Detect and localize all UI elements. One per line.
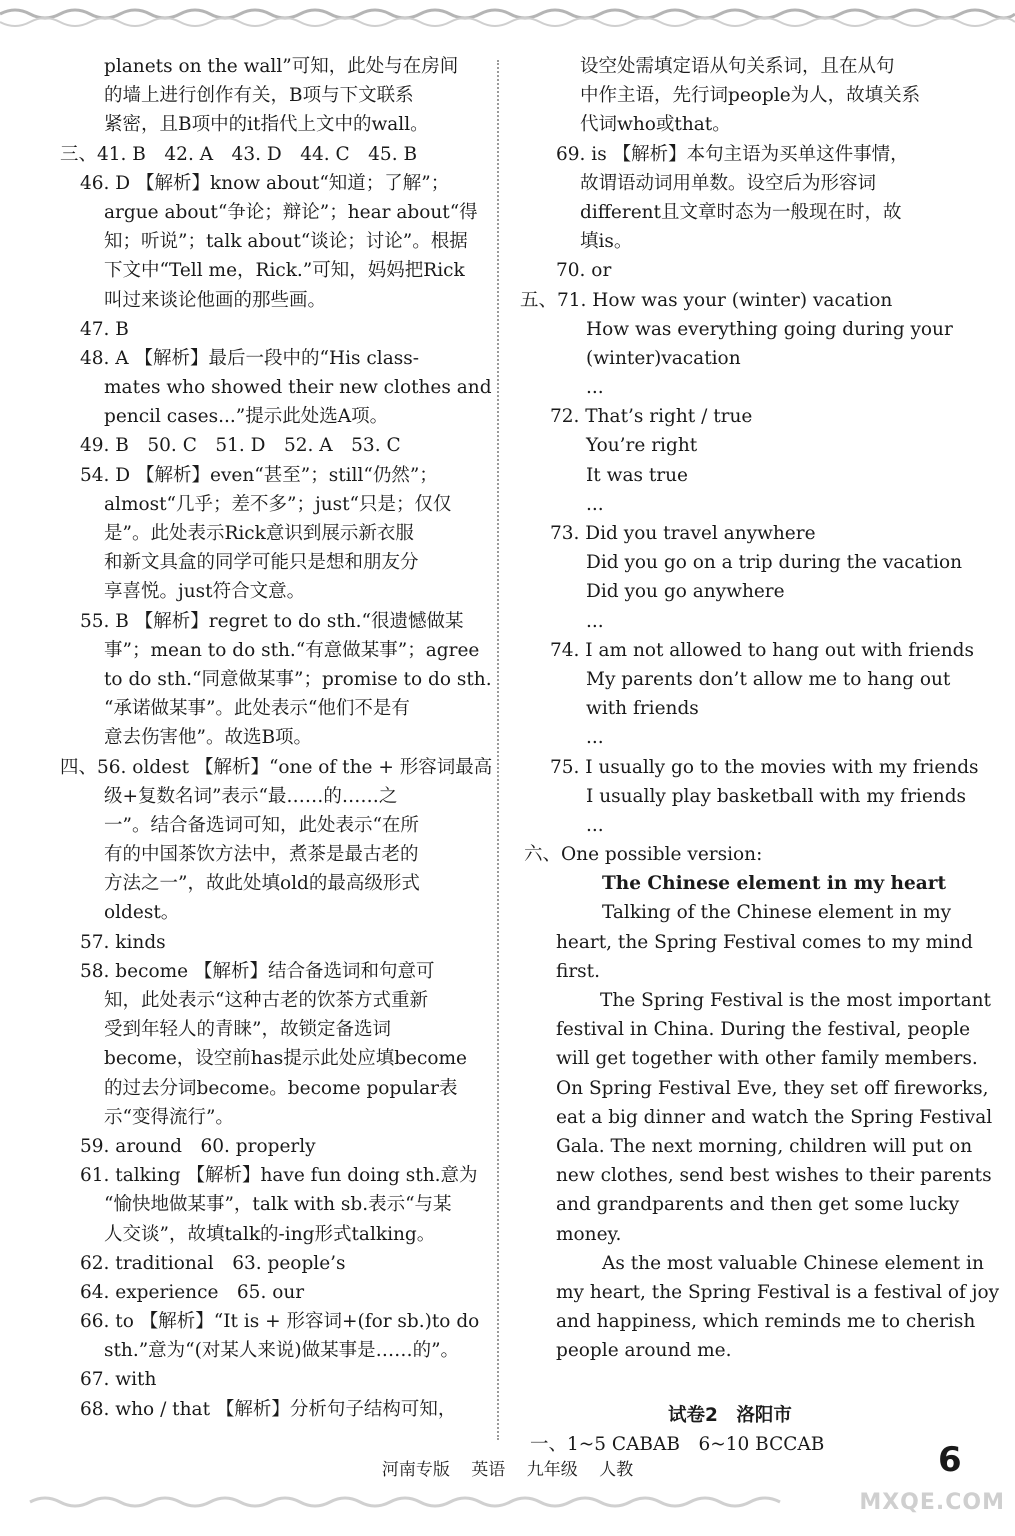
right-answer-line: 69. is 【解析】本句主语为买单这件事情， bbox=[556, 143, 909, 165]
left-answer-line: 叫过来谈论他画的那些画。 bbox=[104, 289, 327, 311]
right-answer-line: The Spring Festival is the most important bbox=[600, 990, 991, 1011]
right-answer-line: and grandparents and then get some lucky bbox=[556, 1194, 960, 1216]
right-answer-line: festival in China. During the festival, people bbox=[556, 1019, 971, 1041]
left-answer-line: mates who showed their new clothes and bbox=[104, 377, 492, 399]
left-answer-line: 示“变得流行”。 bbox=[104, 1106, 234, 1128]
right-answer-line: different且文章时态为一般现在时，故 bbox=[580, 201, 902, 223]
left-answer-line: 人交谈”，故填talk的-ing形式talking。 bbox=[104, 1223, 436, 1245]
left-answer-line: pencil cases...”提示此处选A项。 bbox=[104, 406, 389, 428]
left-answer-line: sth.”意为“(对某人来说)做某事是……的”。 bbox=[104, 1340, 460, 1362]
right-answer-line: first. bbox=[556, 960, 600, 982]
watermark-logo: MXQE.COM bbox=[859, 1490, 1005, 1515]
right-answer-line: ... bbox=[586, 610, 604, 632]
left-answer-line: 58. become 【解析】结合备选词和句意可 bbox=[80, 960, 435, 982]
right-answer-line: The Chinese element in my heart bbox=[602, 873, 947, 895]
left-answer-line: 是”。此处表示Rick意识到展示新衣服 bbox=[104, 523, 414, 544]
bottom-decorative-border bbox=[0, 1490, 820, 1520]
right-answer-line: 六、One possible version: bbox=[524, 844, 763, 866]
footer-region: 河南专版 bbox=[381, 1460, 450, 1480]
right-answer-line: ... bbox=[586, 377, 604, 399]
right-answer-line: will get together with other family members. bbox=[556, 1048, 978, 1070]
left-answer-line: 47. B bbox=[80, 318, 129, 340]
right-answer-line: Did you go on a trip during the vacation bbox=[586, 552, 963, 574]
left-answer-line: 46. D 【解析】know about“知道；了解”； bbox=[80, 172, 450, 194]
left-answer-line: 66. to 【解析】“It is + 形容词+(for sb.)to do bbox=[80, 1311, 480, 1333]
right-answer-line: I usually play basketball with my friends bbox=[586, 785, 967, 807]
left-answer-line: 48. A 【解析】最后一段中的“His class- bbox=[80, 347, 419, 369]
right-answer-line: 中作主语，先行词people为人，故填关系 bbox=[580, 85, 921, 107]
left-answer-line: 享喜悦。just符合文意。 bbox=[104, 581, 306, 603]
left-answer-line: 一”。结合备选词可知，此处表示“在所 bbox=[104, 814, 419, 836]
left-answer-line: 61. talking 【解析】have fun doing sth.意为 bbox=[80, 1165, 478, 1187]
left-answer-line: 下文中“Tell me，Rick.”可知，妈妈把Rick bbox=[104, 260, 465, 282]
left-answer-line: planets on the wall”可知，此处与在房间 bbox=[104, 56, 459, 77]
right-answer-line: 73. Did you travel anywhere bbox=[550, 523, 816, 544]
left-answer-column bbox=[60, 52, 493, 1424]
right-answer-line: You’re right bbox=[586, 435, 698, 457]
left-answer-line: 紧密，且B项中的it指代上文中的wall。 bbox=[104, 114, 429, 136]
page-number: 6 bbox=[938, 1440, 962, 1480]
right-answer-line: My parents don’t allow me to hang out bbox=[586, 668, 951, 690]
left-answer-line: “承诺做某事”。此处表示“他们不是有 bbox=[104, 698, 410, 720]
left-answer-line: 有的中国茶饮方法中，煮茶是最古老的 bbox=[104, 844, 419, 866]
right-answer-line: How was everything going during your bbox=[586, 318, 953, 340]
right-answer-line: money. bbox=[556, 1223, 622, 1245]
left-answer-line: 64. experience 65. our bbox=[80, 1281, 305, 1303]
right-answer-line: heart, the Spring Festival comes to my mind bbox=[556, 931, 973, 953]
left-answer-line: 三、41. B 42. A 43. D 44. C 45. B bbox=[60, 143, 418, 165]
page-footer bbox=[0, 1455, 1015, 1480]
footer-grade: 九年级 bbox=[526, 1460, 578, 1480]
left-answer-line: 四、56. oldest 【解析】“one of the + 形容词最高 bbox=[60, 756, 493, 778]
right-answer-line: 五、71. How was your (winter) vacation bbox=[520, 289, 893, 311]
right-answer-line: 试卷2 洛阳市 bbox=[668, 1404, 792, 1426]
left-answer-line: 的过去分词become。become popular表 bbox=[104, 1077, 458, 1099]
footer-subject: 英语 bbox=[471, 1460, 506, 1480]
left-answer-line: oldest。 bbox=[104, 902, 180, 924]
right-answer-line: (winter)vacation bbox=[586, 347, 741, 369]
right-answer-line: with friends bbox=[586, 698, 699, 720]
footer-edition: 人教 bbox=[599, 1460, 634, 1480]
left-answer-line: 59. around 60. properly bbox=[80, 1135, 316, 1157]
left-answer-line: 方法之一”，故此处填old的最高级形式 bbox=[104, 873, 420, 895]
right-answer-line bbox=[520, 1365, 960, 1394]
right-answer-line: ... bbox=[586, 814, 604, 836]
left-answer-line: 知，此处表示“这种古老的饮茶方式重新 bbox=[104, 990, 428, 1011]
right-answer-line: Gala. The next morning, children will put on bbox=[556, 1135, 973, 1157]
right-answer-line: As the most valuable Chinese element in bbox=[602, 1252, 984, 1274]
right-answer-line: my heart, the Spring Festival is a festival of joy bbox=[556, 1281, 1000, 1303]
left-answer-line: 62. traditional 63. people’s bbox=[80, 1252, 346, 1274]
left-answer-line: 57. kinds bbox=[80, 931, 166, 953]
right-answer-line: ... bbox=[586, 727, 604, 749]
right-answer-line: Talking of the Chinese element in my bbox=[602, 902, 952, 924]
left-answer-line: 55. B 【解析】regret to do sth.“很遗憾做某 bbox=[80, 610, 464, 632]
right-answer-line: Did you go anywhere bbox=[586, 581, 785, 603]
right-answer-line: 75. I usually go to the movies with my friends bbox=[550, 756, 979, 778]
left-answer-line: 意去伤害他”。故选B项。 bbox=[104, 727, 313, 749]
right-answer-column bbox=[520, 52, 1000, 1459]
right-answer-line: new clothes, send best wishes to their parents bbox=[556, 1165, 992, 1187]
left-answer-line: become，设空前has提示此处应填become bbox=[104, 1048, 468, 1070]
right-answer-line: 74. I am not allowed to hang out with friends bbox=[550, 639, 975, 661]
right-answer-line: 70. or bbox=[556, 260, 612, 282]
left-answer-line: to do sth.“同意做某事”；promise to do sth. bbox=[104, 668, 492, 690]
left-answer-line: 54. D 【解析】even“甚至”；still“仍然”； bbox=[80, 464, 438, 486]
right-answer-line: 代词who或that。 bbox=[580, 114, 731, 136]
left-answer-line: 的墙上进行创作有关，B项与下文联系 bbox=[104, 85, 414, 107]
right-answer-line: 故谓语动词用单数。设空后为形容词 bbox=[580, 172, 877, 194]
left-answer-line: almost“几乎；差不多”；just“只是；仅仅 bbox=[104, 493, 452, 515]
left-answer-line: 67. with bbox=[80, 1369, 157, 1391]
right-answer-line: 填is。 bbox=[580, 231, 633, 253]
right-answer-line: 设空处需填定语从句关系词，且在从句 bbox=[580, 56, 895, 77]
left-answer-line: 事”；mean to do sth.“有意做某事”；agree bbox=[104, 639, 480, 661]
left-answer-line: 49. B 50. C 51. D 52. A 53. C bbox=[80, 435, 401, 457]
left-answer-line: “愉快地做某事”，talk with sb.表示“与某 bbox=[104, 1194, 452, 1216]
left-answer-line: 和新文具盒的同学可能只是想和朋友分 bbox=[104, 552, 419, 574]
left-answer-line: argue about“争论；辩论”；hear about“得 bbox=[104, 201, 478, 223]
right-answer-line: On Spring Festival Eve, they set off fireworks, bbox=[556, 1077, 989, 1099]
right-answer-line: It was true bbox=[586, 464, 689, 486]
column-divider bbox=[497, 60, 499, 1440]
top-decorative-border bbox=[0, 0, 1015, 36]
left-answer-line: 68. who / that 【解析】分析句子结构可知， bbox=[80, 1398, 457, 1420]
right-answer-line: people around me. bbox=[556, 1340, 732, 1362]
left-answer-line: 受到年轻人的青睐”，故锁定备选词 bbox=[104, 1019, 391, 1041]
right-answer-line: 一、1~5 CABAB 6~10 BCCAB bbox=[530, 1433, 825, 1455]
right-answer-line: 72. That’s right / true bbox=[550, 406, 753, 428]
right-answer-line: and happiness, which reminds me to cherish bbox=[556, 1311, 976, 1333]
right-answer-line: eat a big dinner and watch the Spring Festival bbox=[556, 1106, 993, 1128]
left-answer-line: 知；听说”；talk about“谈论；讨论”。根据 bbox=[104, 231, 468, 253]
left-answer-line: 级+复数名词”表示“最……的……之 bbox=[104, 785, 398, 807]
right-answer-line: ... bbox=[586, 493, 604, 515]
